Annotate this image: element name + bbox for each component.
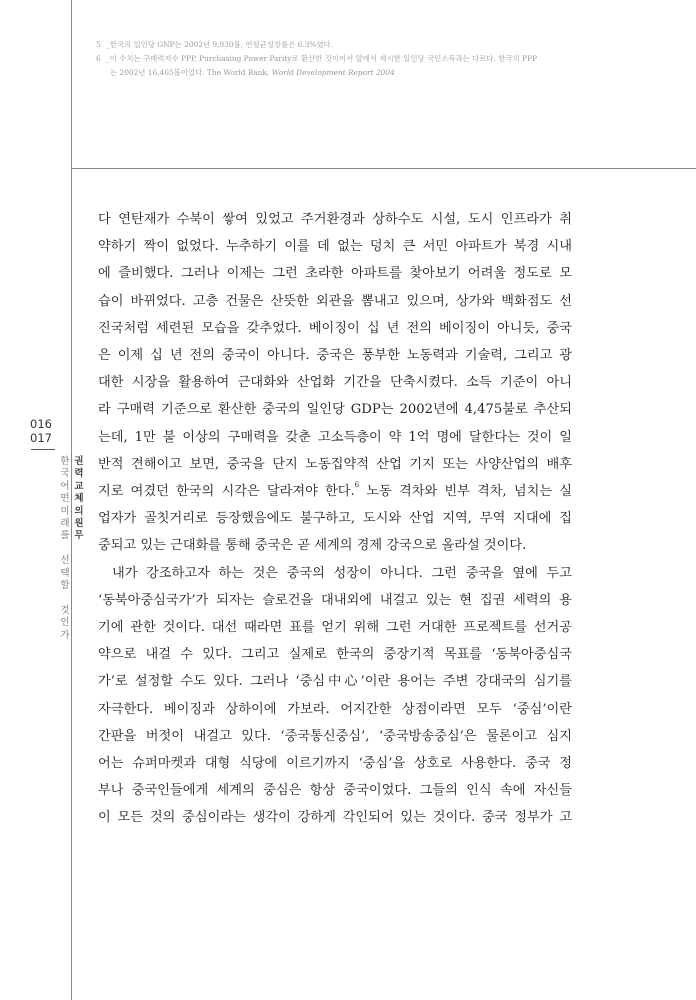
footnote-source-title: World Development Report 2004 [271, 68, 395, 77]
text-line-with-footnote-ref [98, 478, 572, 505]
footnote-5 [96, 38, 676, 52]
text-line: 이 모든 것의 중심이라는 생각이 강하게 각인되어 있는 것이다. 중국 정부가 고 [98, 810, 572, 826]
page-numbers [30, 417, 60, 445]
text-line: 간판을 버젓이 내걸고 있다. ‘중국통신중심’, ‘중국방송중심’은 물론이고 심지 [98, 728, 572, 744]
paragraph-first-line: 내가 강조하고자 하는 것은 중국의 성장이 아니다. 그런 중국을 옆에 두고 [112, 565, 572, 581]
running-head-char: 원 [74, 518, 84, 530]
text-line: 어는 슈퍼마켓과 대형 식당에 이르기까지 ‘중심’을 상호로 사용한다. 중국 정 [98, 756, 572, 772]
running-head-char: 한 [60, 456, 70, 467]
page-number-left: 016 [30, 417, 52, 431]
text-line: 약으로 내걸 수 있다. 그리고 실제로 한국의 중장기적 목표를 ‘동북아중심국 [98, 647, 572, 663]
running-head-char: 래 [60, 518, 70, 530]
running-head-char: 할 [60, 580, 70, 592]
running-head-char: 교 [74, 480, 84, 492]
page-number-right: 017 [30, 431, 52, 445]
footnotes [96, 38, 676, 80]
running-head-char: 인 [60, 617, 70, 629]
footnote-6 [96, 52, 676, 80]
running-head-char: 어 [60, 480, 70, 492]
text-line: 라 구매력 기준으로 환산한 중국의 일인당 GDP는 2002년에 4,475불로 추산되 [98, 402, 572, 418]
text-line: 자극한다. 베이징과 상하이에 가보라. 어지간한 상점이라면 모두 ‘중심’이란 [98, 701, 572, 717]
text-line: 업자가 골칫거리로 등장했음에도 불구하고, 도시와 산업 지역, 무역 지대에 집 [98, 511, 572, 527]
running-head-char: 가 [60, 629, 70, 641]
footnote-separator-rule [71, 168, 696, 169]
footnote-text: _한국의 일인당 GNP는 2002년 9,930불, 연평균성장률은 6.3%였다. [106, 40, 334, 49]
body-text [98, 206, 572, 832]
running-head-char: 택 [60, 567, 70, 579]
footnote-text: _이 수치는 구매력지수 PPP, Purchasing Power Parity로 환산한 것이어서 앞에서 제시한 일인당 국민소득과는 다르다. 한국의 PPP [106, 54, 537, 63]
running-head-char: 미 [60, 505, 70, 517]
text-line: 대한 시장을 활용하여 근대화와 산업화 기간을 단축시켰다. 소득 기준이 아니 [98, 375, 572, 391]
text-line: 다 연탄재가 수북이 쌓여 있었고 주거환경과 상하수도 시설, 도시 인프라가 취 [98, 212, 572, 227]
running-head-char [59, 543, 71, 555]
footnote-continuation [96, 66, 676, 80]
running-head-char: 선 [60, 555, 70, 567]
running-head-char: 것 [60, 604, 70, 616]
text-line: 는데, 1만 불 이상의 구매력을 갖춘 고소득층이 약 1억 명에 달한다는 것이 일 [98, 429, 572, 445]
text-line: 가’로 설정할 수도 있다. 그러나 ‘중심中心’이란 용어는 주변 강대국의 심기를 [98, 674, 572, 690]
text-line: 습이 바뀌었다. 고층 건물은 산뜻한 외관을 뽐내고 있으며, 상가와 백화점도 선 [98, 293, 572, 309]
running-head [30, 456, 84, 656]
running-head-char: 떤 [60, 493, 70, 505]
text-line: ‘동북아중심국가’가 되자는 슬로건을 대내외에 내걸고 있는 현 집권 세력의 용 [98, 592, 572, 608]
text-segment: 노동 격차와 빈부 격차, 넘치는 실 [359, 484, 572, 500]
text-line: 기에 관한 것이다. 대선 때라면 표를 얻기 위해 그런 거대한 프로젝트를 선거공 [98, 620, 572, 636]
text-line: 반적 견해이고 보면, 중국을 단지 노동집약적 산업 기지 또는 사양산업의 배후 [98, 456, 572, 472]
footnote-number: 6 [96, 54, 101, 63]
running-head-subtitle [59, 456, 71, 642]
running-head-char: 의 [74, 505, 84, 517]
text-line: 에 즐비했다. 그러나 이제는 그런 초라한 아파트를 찾아보기 어려울 정도로 모 [98, 266, 572, 282]
paragraph-last-line: 중되고 있는 근대화를 통해 중국은 곧 세계의 경제 강국으로 올라설 것이다. [98, 538, 527, 554]
running-head-char [59, 592, 71, 604]
running-head-char: 국 [60, 468, 70, 480]
running-head-title [73, 456, 85, 543]
text-line: 부나 중국인들에게 세계의 중심은 항상 중국이었다. 그들의 인식 속에 자신들 [98, 783, 572, 799]
footnote-number: 5 [96, 40, 101, 49]
page-number-rule [31, 449, 55, 450]
footnote-text: 는 2002년 16,465불이었다. The World Bank, [110, 68, 272, 77]
text-line: 진국처럼 세련된 모습을 갖추었다. 베이징이 십 년 전의 베이징이 아니듯, 중국 [98, 320, 572, 336]
running-head-char: 력 [74, 468, 84, 480]
footnote-reference: 6 [354, 481, 360, 490]
running-head-char: 를 [60, 530, 70, 542]
running-head-char: 체 [74, 493, 84, 505]
running-head-char: 권 [74, 456, 84, 467]
text-line: 은 이제 십 년 전의 중국이 아니다. 중국은 풍부한 노동력과 기술력, 그리고 광 [98, 348, 572, 364]
running-head-char: 무 [74, 530, 84, 542]
left-margin-rule [71, 0, 72, 1000]
text-line: 약하기 짝이 없었다. 누추하기 이를 데 없는 덩치 큰 서민 아파트가 북경 시내 [98, 239, 572, 255]
text-segment: 지로 여겼던 한국의 시각은 달라져야 한다. [98, 484, 355, 500]
